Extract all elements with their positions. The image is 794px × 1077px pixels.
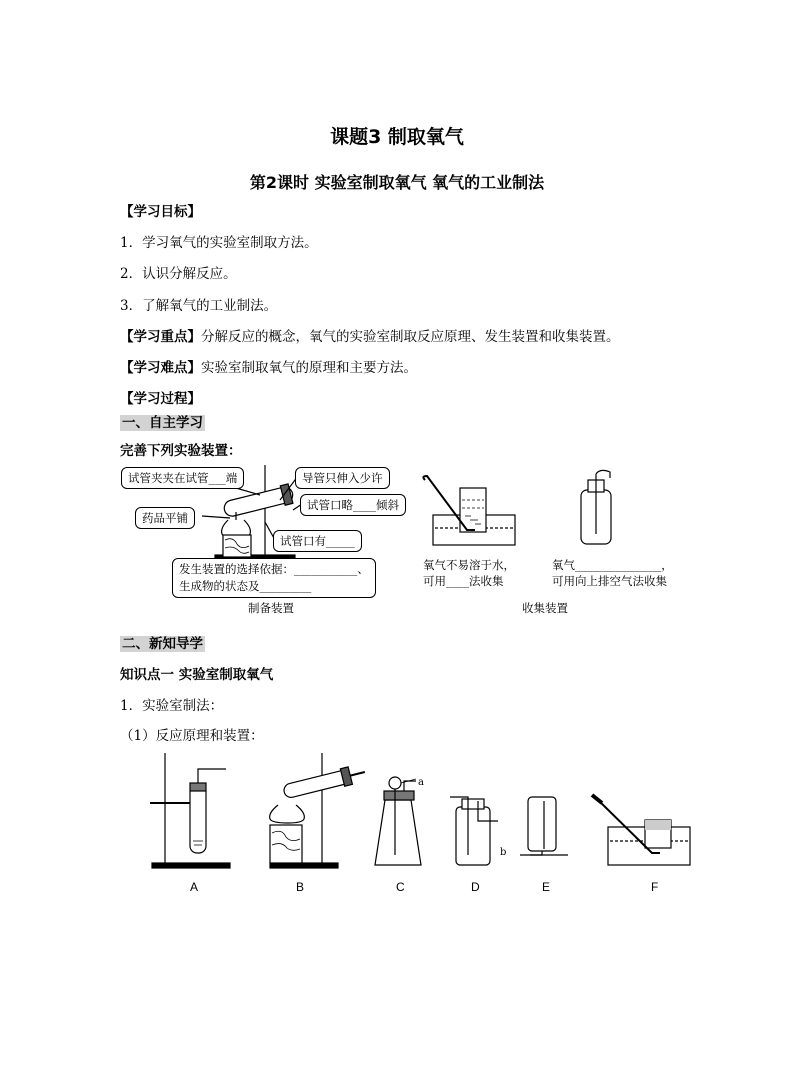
objective-item: 1．学习氧气的实验室制取方法。 xyxy=(120,235,318,251)
callout-flat: 药品平铺 xyxy=(135,507,195,529)
difficulty-line xyxy=(120,356,417,376)
caption-prep: 制备装置 xyxy=(248,601,294,615)
section-heading-1: 一、自主学习 xyxy=(122,415,203,431)
objectives-heading: 【学习目标】 xyxy=(120,204,201,220)
item-1: 1．实验室制法： xyxy=(120,698,224,714)
callout-tube: 导管只伸入少许 xyxy=(295,467,390,489)
air-text-1: 氧气_______________， xyxy=(552,558,673,572)
callout-basis: 发生装置的选择依据：___________、 生成物的状态及_________ xyxy=(172,558,376,598)
apparatus-label-d: D xyxy=(471,880,480,894)
key-point-line xyxy=(120,325,620,345)
key-point-label: 【学习重点】 xyxy=(120,329,201,345)
apparatus-label-c: C xyxy=(396,880,405,894)
callout-mouth-has: 试管口有_____ xyxy=(273,530,362,552)
key-point-text: 分解反应的概念，氧气的实验室制取反应原理、发生装置和收集装置。 xyxy=(201,329,620,345)
apparatus-label-b: B xyxy=(296,880,305,894)
water-text-1: 氧气不易溶于水， xyxy=(423,558,515,572)
difficulty-text: 实验室制取氧气的原理和主要方法。 xyxy=(201,360,417,376)
process-heading: 【学习过程】 xyxy=(120,391,201,407)
section-heading-2: 二、新知导学 xyxy=(122,636,203,652)
callout-clamp: 试管夹夹在试管___端 xyxy=(121,467,244,489)
apparatus-label-a: A xyxy=(190,880,199,894)
apparatus-label-e: E xyxy=(542,880,551,894)
apparatus-figure-2 xyxy=(140,745,700,875)
difficulty-label: 【学习难点】 xyxy=(120,360,201,376)
callout-mouth-tilt: 试管口略____倾斜 xyxy=(300,494,406,516)
item-1-1: （1）反应原理和装置： xyxy=(120,728,264,744)
lesson-subtitle: 第2课时 实验室制取氧气 氧气的工业制法 xyxy=(249,173,545,192)
objective-item: 2．认识分解反应。 xyxy=(120,266,237,282)
knowledge-point-1: 知识点一 实验室制取氧气 xyxy=(120,667,274,683)
caption-collect: 收集装置 xyxy=(522,601,568,615)
air-text-2: 可用向上排空气法收集 xyxy=(552,574,667,588)
objective-item: 3．了解氧气的工业制法。 xyxy=(120,298,278,314)
water-text-2: 可用____法收集 xyxy=(423,574,504,588)
page-title: 课题3 制取氧气 xyxy=(330,126,464,148)
apparatus-label-f: F xyxy=(651,880,659,894)
complete-prompt: 完善下列实验装置： xyxy=(120,443,242,459)
port-a-label: a xyxy=(418,777,424,788)
port-b-label: b xyxy=(500,847,507,858)
